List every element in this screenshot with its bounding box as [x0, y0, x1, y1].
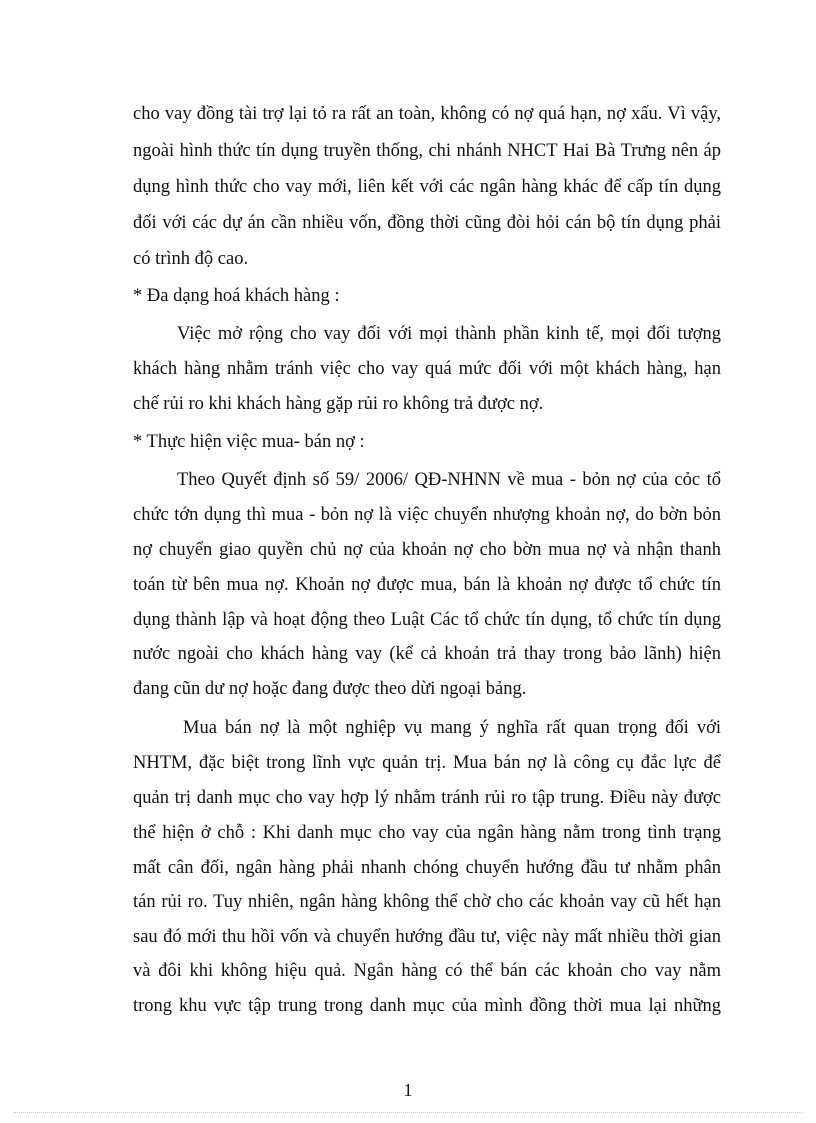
page-bottom-divider [14, 1112, 802, 1113]
text-line: nước ngoài cho khách hàng vay (kể cả khoản trả thay trong bảo lãnh) hiện [133, 644, 721, 664]
section-heading: * Đa dạng hoá khách hàng : [133, 286, 340, 306]
text-line: khách hàng nhằm tránh việc cho vay quá mức đối với một khách hàng, hạn [133, 359, 721, 379]
text-line: quản trị danh mục cho vay hợp lý nhằm tránh rủi ro tập trung. Điều này được [133, 788, 721, 808]
text-line: Theo Quyết định số 59/ 2006/ QĐ-NHNN về mua - bỏn nợ của cỏc tổ [177, 470, 721, 490]
text-line: toán từ bên mua nợ. Khoản nợ được mua, bán là khoản nợ được tổ chức tín [133, 575, 721, 595]
text-line: và đôi khi không hiệu quả. Ngân hàng có thể bán các khoản cho vay nằm [133, 961, 721, 981]
text-line: nợ chuyển giao quyền chủ nợ của khoản nợ cho bờn mua nợ và nhận thanh [133, 540, 721, 560]
text-line: chế rủi ro khi khách hàng gặp rủi ro không trả được nợ. [133, 394, 544, 414]
text-line: trong khu vực tập trung trong danh mục của mình đồng thời mua lại những [133, 996, 721, 1016]
text-line: chức tớn dụng thì mua - bỏn nợ là việc chuyển nhượng khoản nợ, do bờn bỏn [133, 505, 721, 525]
text-line: sau đó mới thu hồi vốn và chuyển hướng đầu tư, việc này mất nhiều thời gian [133, 927, 721, 947]
page-number: 1 [403, 1080, 413, 1100]
text-line: thể hiện ở chỗ : Khi danh mục cho vay của ngân hàng nằm trong tình trạng [133, 823, 721, 843]
text-line: mất cân đối, ngân hàng phải nhanh chóng chuyển hướng đầu tư nhằm phân [133, 858, 721, 878]
text-line: tán rủi ro. Tuy nhiên, ngân hàng không thể chờ cho các khoản vay cũ hết hạn [133, 892, 721, 912]
text-line: dụng thành lập và hoạt động theo Luật Các tổ chức tín dụng, tổ chức tín dụng [133, 610, 721, 630]
text-line: cho vay đồng tài trợ lại tỏ ra rất an toàn, không có nợ quá hạn, nợ xấu. Vì vậy, [133, 104, 721, 124]
text-line: Việc mở rộng cho vay đối với mọi thành phần kinh tế, mọi đối tượng [177, 324, 721, 344]
text-line: đối với các dự án cần nhiều vốn, đồng thời cũng đòi hỏi cán bộ tín dụng phải [133, 213, 721, 233]
section-heading: * Thực hiện việc mua- bán nợ : [133, 432, 365, 452]
text-line: Mua bán nợ là một nghiệp vụ mang ý nghĩa rất quan trọng đối với [183, 718, 721, 738]
text-line: NHTM, đặc biệt trong lĩnh vực quản trị. Mua bán nợ là công cụ đắc lực để [133, 753, 721, 773]
text-line: có trình độ cao. [133, 249, 249, 269]
text-line: dụng hình thức cho vay mới, liên kết với các ngân hàng khác để cấp tín dụng [133, 177, 721, 197]
text-line: đang cũn dư nợ hoặc đang được theo dừi ngoại bảng. [133, 679, 527, 699]
text-line: ngoài hình thức tín dụng truyền thống, chi nhánh NHCT Hai Bà Trưng nên áp [133, 141, 721, 161]
